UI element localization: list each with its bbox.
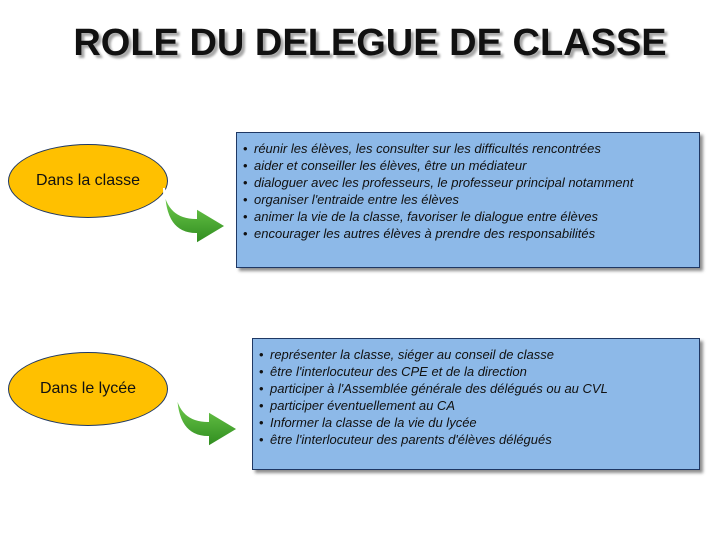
duty-text: participer à l'Assemblée générale des délégués ou au CVL bbox=[270, 381, 608, 396]
bullet-icon: • bbox=[259, 381, 264, 396]
bullet-icon: • bbox=[259, 347, 264, 362]
duties-box-classe bbox=[236, 132, 700, 268]
duty-text: être l'interlocuteur des parents d'élèves délégués bbox=[270, 432, 552, 447]
duties-list bbox=[259, 346, 695, 448]
duty-item bbox=[259, 346, 695, 363]
green-arrow-icon bbox=[160, 184, 232, 246]
duty-text: représenter la classe, siéger au conseil de classe bbox=[270, 347, 554, 362]
duty-text: animer la vie de la classe, favoriser le dialogue entre élèves bbox=[254, 209, 598, 224]
duty-text: Informer la classe de la vie du lycée bbox=[270, 415, 477, 430]
duty-text: encourager les autres élèves à prendre des responsabilités bbox=[254, 226, 596, 241]
section-label-text: Dans la classe bbox=[35, 172, 141, 189]
bullet-icon: • bbox=[259, 364, 264, 379]
duty-item bbox=[259, 431, 695, 448]
bullet-icon: • bbox=[243, 141, 248, 156]
bullet-icon: • bbox=[243, 226, 248, 241]
duty-text: dialoguer avec les professeurs, le professeur principal notamment bbox=[254, 175, 634, 190]
duty-item bbox=[243, 140, 695, 157]
duties-list bbox=[243, 140, 695, 242]
duty-item bbox=[243, 225, 695, 242]
duty-item bbox=[243, 191, 695, 208]
green-arrow-icon bbox=[172, 387, 244, 449]
bullet-icon: • bbox=[259, 432, 264, 447]
bullet-icon: • bbox=[243, 175, 248, 190]
duty-item bbox=[243, 174, 695, 191]
bullet-icon: • bbox=[243, 209, 248, 224]
duty-text: être l'interlocuteur des CPE et de la direction bbox=[270, 364, 527, 379]
duties-box-lycee bbox=[252, 338, 700, 470]
duty-text: participer éventuellement au CA bbox=[270, 398, 455, 413]
duty-item bbox=[259, 380, 695, 397]
bullet-icon: • bbox=[259, 398, 264, 413]
bullet-icon: • bbox=[243, 158, 248, 173]
bullet-icon: • bbox=[259, 415, 264, 430]
section-label-text: Dans le lycée bbox=[39, 380, 137, 397]
section-label-classe bbox=[8, 144, 168, 218]
duty-text: organiser l'entraide entre les élèves bbox=[254, 192, 459, 207]
duty-item bbox=[259, 397, 695, 414]
duty-item bbox=[259, 414, 695, 431]
duty-item bbox=[243, 157, 695, 174]
duty-text: aider et conseiller les élèves, être un médiateur bbox=[254, 158, 527, 173]
bullet-icon: • bbox=[243, 192, 248, 207]
section-label-lycee bbox=[8, 352, 168, 426]
page-title: ROLE DU DELEGUE DE CLASSE bbox=[73, 22, 667, 64]
duty-item bbox=[259, 363, 695, 380]
duty-item bbox=[243, 208, 695, 225]
duty-text: réunir les élèves, les consulter sur les difficultés rencontrées bbox=[254, 141, 601, 156]
